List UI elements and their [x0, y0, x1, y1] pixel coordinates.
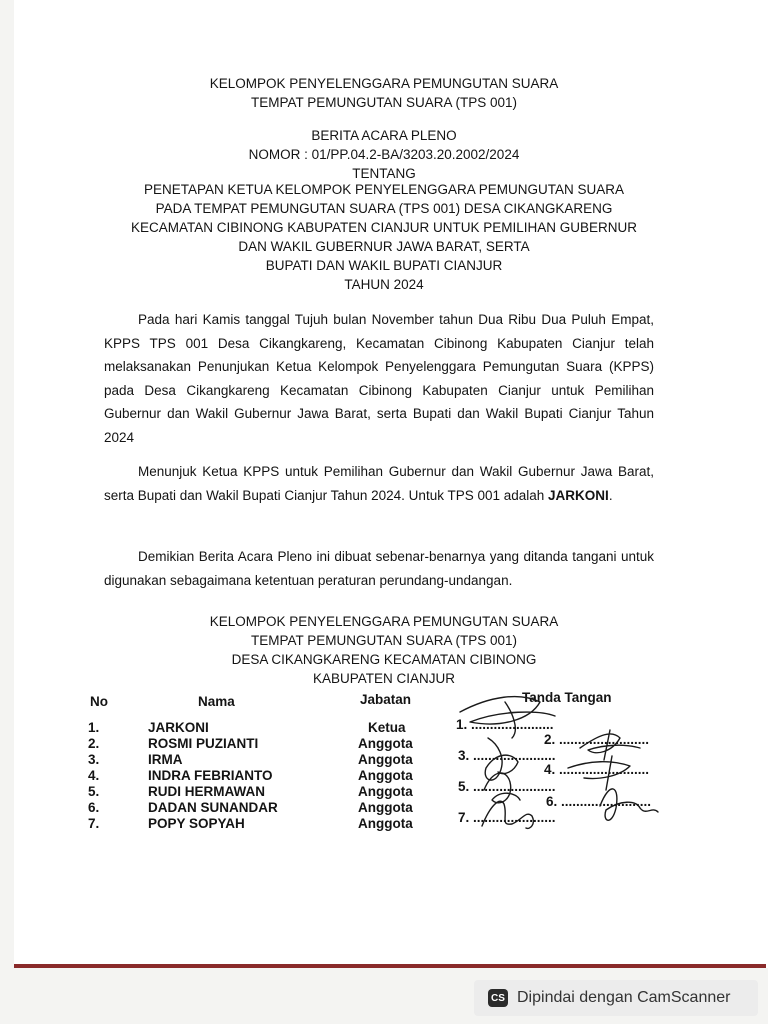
paragraph-3	[104, 545, 654, 592]
signature-header	[0, 612, 768, 688]
row-nama: INDRA FEBRIANTO	[148, 768, 273, 783]
table-row	[0, 762, 768, 784]
row-nama: DADAN SUNANDAR	[148, 800, 278, 815]
paragraph-1-text: Pada hari Kamis tanggal Tujuh bulan November tahun Dua Ribu Dua Puluh Empat, KPPS TPS 001 Desa Cikangkareng, Kecamatan Cibinong Kabupaten Cianjur telah melaksanakan Penunjukan Ketua Kelompok Penyelenggara Pemungutan Suara (KPPS) pada Desa Cikangkareng Kecamatan Cibinong Kabupaten Cianjur untuk Pemilihan Gubernur dan Wakil Gubernur Jawa Barat, serta Bupati dan Wakil Bupati Cianjur Tahun 2024	[104, 312, 654, 445]
berita-acara-block	[0, 126, 768, 183]
camscanner-logo-icon: CS	[488, 989, 508, 1007]
table-row	[0, 810, 768, 832]
signature-table	[0, 690, 768, 840]
title-line: PADA TEMPAT PEMUNGUTAN SUARA (TPS 001) DESA CIKANGKARENG	[155, 201, 613, 216]
table-row	[0, 732, 768, 752]
table-row	[0, 779, 768, 800]
paragraph-2	[104, 460, 654, 507]
col-header-no: No	[90, 694, 108, 709]
signature-slot: 3. ......................	[458, 748, 556, 763]
row-jabatan: Anggota	[358, 800, 413, 815]
row-no: 7.	[88, 816, 100, 831]
row-no: 2.	[88, 736, 100, 751]
appointed-name: JARKONI	[548, 487, 609, 503]
camscanner-text: Dipindai dengan CamScanner	[517, 989, 731, 1006]
signature-slot: 2. ........................	[544, 732, 650, 747]
row-nama: POPY SOPYAH	[148, 816, 245, 831]
title-line: BUPATI DAN WAKIL BUPATI CIANJUR	[265, 258, 503, 273]
paragraph-2-end: .	[608, 487, 613, 503]
row-nama: JARKONI	[148, 720, 209, 735]
header-line: TEMPAT PEMUNGUTAN SUARA (TPS 001)	[250, 95, 518, 110]
title-line: KECAMATAN CIBINONG KABUPATEN CIANJUR UNTUK PEMILIHAN GUBERNUR	[130, 220, 638, 235]
row-nama: ROSMI PUZIANTI	[148, 736, 259, 751]
row-no: 1.	[88, 720, 100, 735]
page-edge	[14, 964, 766, 968]
sign-header-line: KABUPATEN CIANJUR	[312, 671, 456, 686]
signature-slot: 6. ........................	[546, 794, 652, 809]
title-line: DAN WAKIL GUBERNUR JAWA BARAT, SERTA	[238, 239, 530, 254]
row-jabatan: Anggota	[358, 784, 413, 799]
table-row	[0, 794, 768, 816]
signature-slot: 5. ......................	[458, 779, 556, 794]
signature-slot: 4. ........................	[544, 762, 650, 777]
table-row	[0, 717, 768, 736]
row-no: 5.	[88, 784, 100, 799]
row-jabatan: Anggota	[358, 816, 413, 831]
camscanner-watermark	[474, 980, 758, 1016]
doc-number: NOMOR : 01/PP.04.2-BA/3203.20.2002/2024	[248, 147, 520, 162]
title-line: PENETAPAN KETUA KELOMPOK PENYELENGGARA PEMUNGUTAN SUARA	[143, 182, 625, 197]
row-jabatan: Anggota	[358, 752, 413, 767]
col-header-nama: Nama	[198, 694, 235, 709]
doc-title	[0, 180, 768, 294]
paragraph-1	[104, 308, 654, 449]
header-top	[0, 74, 768, 112]
paragraph-2-text: Menunjuk Ketua KPPS untuk Pemilihan Gubernur dan Wakil Gubernur Jawa Barat, serta Bupati dan Wakil Bupati Cianjur Tahun 2024. Untuk TPS 001 adalah	[104, 464, 654, 503]
col-header-tanda-tangan: Tanda Tangan	[522, 690, 612, 705]
row-nama: RUDI HERMAWAN	[148, 784, 265, 799]
header-line: KELOMPOK PENYELENGGARA PEMUNGUTAN SUARA	[209, 76, 559, 91]
doc-type: BERITA ACARA PLENO	[311, 128, 457, 143]
row-no: 3.	[88, 752, 100, 767]
sign-header-line: KELOMPOK PENYELENGGARA PEMUNGUTAN SUARA	[209, 614, 559, 629]
paragraph-3-text: Demikian Berita Acara Pleno ini dibuat sebenar-benarnya yang ditanda tangani untuk digunakan sebagaimana ketentuan peraturan perundang-undangan.	[104, 549, 654, 588]
signature-slot: 7. ......................	[458, 810, 556, 825]
row-jabatan: Anggota	[358, 736, 413, 751]
sign-header-line: DESA CIKANGKARENG KECAMATAN CIBINONG	[231, 652, 537, 667]
table-row	[0, 748, 768, 768]
col-header-jabatan: Jabatan	[360, 692, 412, 707]
signature-slot: 1. ......................	[456, 717, 554, 732]
row-nama: IRMA	[148, 752, 183, 767]
row-jabatan: Anggota	[358, 768, 413, 783]
row-no: 6.	[88, 800, 100, 815]
sign-header-line: TEMPAT PEMUNGUTAN SUARA (TPS 001)	[250, 633, 518, 648]
row-no: 4.	[88, 768, 100, 783]
row-jabatan: Ketua	[368, 720, 406, 735]
title-line: TAHUN 2024	[344, 277, 424, 292]
tentang-label: TENTANG	[352, 166, 416, 181]
